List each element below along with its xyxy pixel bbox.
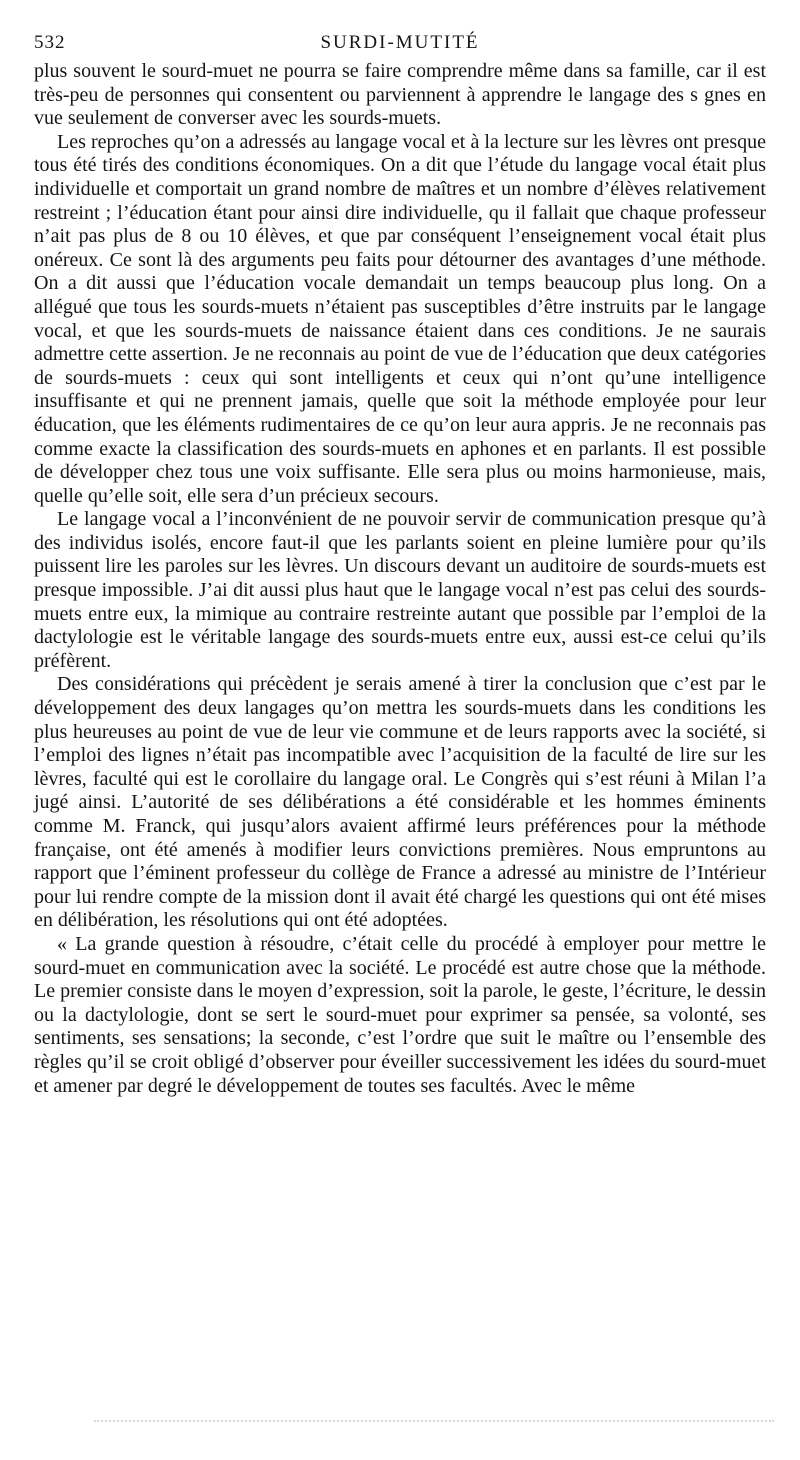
paragraph-reproaches: Les reproches qu’on a adressés au langage vocal et à la lecture sur les lèvres ont presque tous été tirés des conditions économiques. On a dit que l’étude du langage vocal était plus individuelle et comportait un grand nombre de maîtres et un nombre d’élèves relativement restreint ; l’éducation étant pour ainsi dire individuelle, qu il fallait que chaque professeur n’ait pas plus de 8 ou 10 élèves, et que par conséquent l’enseignement vocal était plus onéreux. Ce sont là des arguments peu faits pour détourner des avantages d’une méthode. On a dit aussi que l’éducation vocale demandait un temps beaucoup plus long. On a allégué que tous les sourds-muets n’étaient pas susceptibles d’être instruits par le langage vocal, et que les sourds-muets de naissance étaient dans ces conditions. Je ne saurais admettre cette assertion. Je ne reconnais au point de vue de l’éducation que deux catégories de sourds-muets : ceux qui sont intelligents et ceux qui n’ont qu’une intelligence insuffisante et qui ne prennent jamais, quelle que soit la méthode employée pour leur éducation, que les éléments rudimentaires de ce qu’on leur aura appris. Je ne reconnais pas comme exacte la classification des sourds-muets en aphones et en parlants. Il est possible de développer chez tous une voix suffisante. Elle sera plus ou moins harmonieuse, mais, quelle qu’elle soit, elle sera d’un précieux secours.: [34, 130, 766, 507]
paragraph-vocal-language: Le langage vocal a l’inconvénient de ne pouvoir servir de communication presque qu’à des individus isolés, encore faut-il que les parlants soient en pleine lumière pour qu’ils puissent lire les paroles sur les lèvres. Un discours devant un auditoire de sourds-muets est presque impossible. J’ai dit aussi plus haut que le langage vocal n’est pas celui des sourds-muets entre eux, la mimique au contraire restreinte autant que possible par l’emploi de la dactylologie est le véritable langage des sourds-muets entre eux, aussi est-ce celui qu’ils préfèrent.: [34, 508, 766, 672]
book-page: [34, 32, 766, 1098]
page-header: [34, 32, 766, 60]
body-text: [34, 60, 766, 1098]
paragraph-considerations: Des considérations qui précèdent je serais amené à tirer la conclusion que c’est par le développement des deux langages qu’on mettra les sourds-muets dans les conditions les plus heureuses au point de vue de leur vie commune et de leurs rapports avec la société, si l’emploi des lignes n’était pas incompatible avec l’acquisition de la faculté de lire sur les lèvres, faculté qui est le corollaire du langage oral. Le Congrès qui s’est réuni à Milan l’a jugé ainsi. L’autorité de ses délibérations a été considérable et les hommes éminents comme M. Franck, qui jusqu’alors avaient affirmé leurs préférences pour la méthode française, ont été amenés à modifier leurs convictions premières. Nous empruntons au rapport que l’éminent professeur du collège de France a adressé au ministre de l’Intérieur pour lui rendre compte de la mission dont il avait été chargé les questions qui ont été mises en délibération, les résolutions qui ont été adoptées.: [34, 673, 766, 932]
paragraph-continuation: plus souvent le sourd-muet ne pourra se faire comprendre même dans sa famille, car il est très-peu de personnes qui consentent ou parviennent à apprendre le langage des s gnes en vue seulement de converser avec les sourds-muets.: [34, 60, 766, 130]
page-number: 532: [34, 32, 66, 53]
bleed-through-line: [94, 1420, 774, 1425]
paragraph-quotation: « La grande question à résoudre, c’était celle du procédé à employer pour mettre le sourd-muet en communication avec la société. Le procédé est autre chose que la méthode. Le premier consiste dans le moyen d’expression, soit la parole, le geste, l’écriture, le dessin ou la dactylologie, dont se sert le sourd-muet pour exprimer sa pensée, sa volonté, ses sentiments, ses sensations; la seconde, c’est l’ordre que suit le maître ou l’ensemble des règles qu’il se croit obligé d’observer pour éveiller successivement les idées du sourd-muet et amener par degré le développement de toutes ses facultés. Avec le même: [34, 932, 766, 1097]
running-title: SURDI-MUTITÉ: [320, 32, 480, 53]
